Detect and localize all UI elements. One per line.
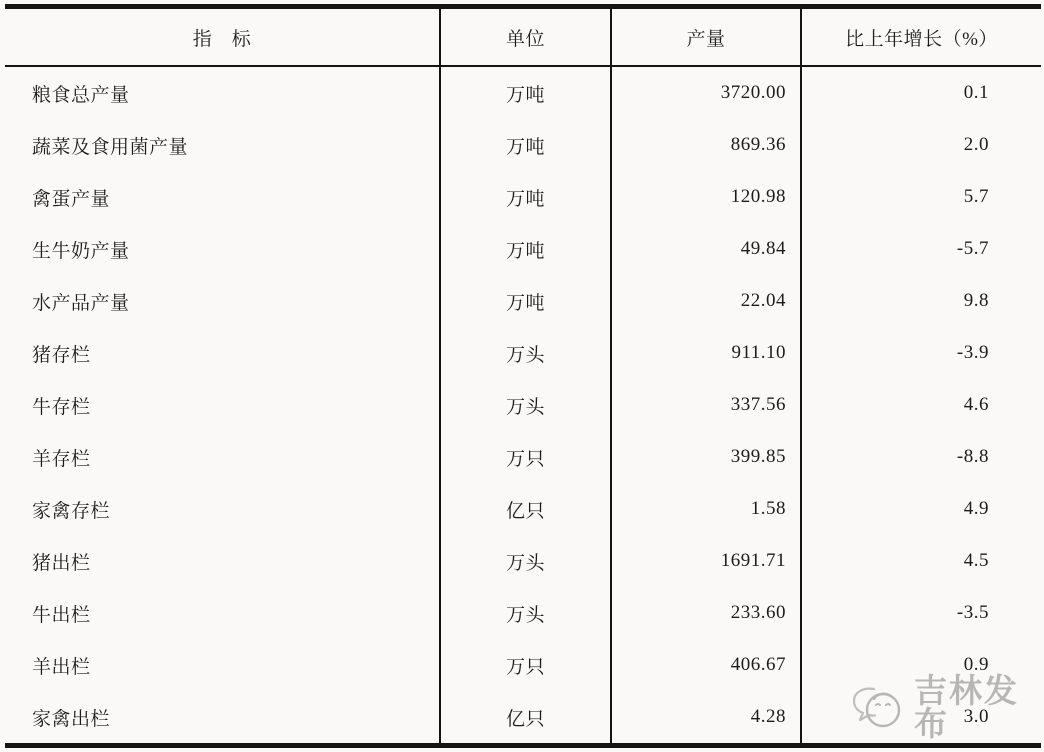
cell-output: 406.67 [612, 639, 802, 691]
table-row [5, 483, 1041, 535]
cell-output: 120.98 [612, 171, 802, 223]
col-header-unit: 单位 [441, 9, 612, 65]
table-row [5, 327, 1041, 379]
cell-indicator: 猪存栏 [5, 327, 441, 379]
cell-output: 337.56 [612, 379, 802, 431]
cell-indicator: 禽蛋产量 [5, 171, 441, 223]
cell-growth: -8.8 [956, 446, 989, 467]
cell-growth: 4.6 [963, 394, 989, 415]
cell-indicator: 蔬菜及食用菌产量 [5, 119, 441, 171]
cell-unit: 亿只 [441, 483, 612, 535]
cell-unit: 万吨 [441, 275, 612, 327]
cell-indicator: 家禽存栏 [5, 483, 441, 535]
col-header-output: 产量 [612, 9, 802, 65]
cell-growth: 3.0 [963, 706, 989, 727]
cell-unit: 万吨 [441, 223, 612, 275]
cell-indicator: 猪出栏 [5, 535, 441, 587]
cell-indicator: 水产品产量 [5, 275, 441, 327]
cell-unit: 万头 [441, 327, 612, 379]
col-header-growth: 比上年增长（%） [845, 28, 998, 50]
cell-output: 911.10 [612, 327, 802, 379]
table-row [5, 691, 1041, 743]
cell-indicator: 羊存栏 [5, 431, 441, 483]
cell-growth: 0.9 [963, 654, 989, 675]
cell-growth: 4.5 [963, 550, 989, 571]
table-body [5, 67, 1041, 743]
table-row [5, 275, 1041, 327]
cell-indicator: 家禽出栏 [5, 691, 441, 743]
cell-growth: -5.7 [956, 238, 989, 259]
cell-output: 49.84 [612, 223, 802, 275]
cell-growth: 5.7 [963, 186, 989, 207]
cell-indicator: 牛出栏 [5, 587, 441, 639]
cell-indicator: 生牛奶产量 [5, 223, 441, 275]
cell-indicator: 羊出栏 [5, 639, 441, 691]
table-row [5, 223, 1041, 275]
table-row [5, 171, 1041, 223]
table-row [5, 119, 1041, 171]
table-row [5, 639, 1041, 691]
cell-unit: 万头 [441, 587, 612, 639]
cell-growth: -3.9 [956, 342, 989, 363]
cell-unit: 万只 [441, 639, 612, 691]
table-row [5, 67, 1041, 119]
cell-indicator: 粮食总产量 [5, 67, 441, 119]
table-row [5, 587, 1041, 639]
stats-table [5, 4, 1041, 748]
cell-output: 869.36 [612, 119, 802, 171]
cell-unit: 万只 [441, 431, 612, 483]
col-header-indicator: 指 标 [5, 9, 441, 65]
watermark-text: 吉林发布 [914, 674, 1019, 743]
cell-unit: 万吨 [441, 171, 612, 223]
cell-unit: 万吨 [441, 119, 612, 171]
table-row [5, 379, 1041, 431]
cell-unit: 万头 [441, 535, 612, 587]
cell-indicator: 牛存栏 [5, 379, 441, 431]
cell-unit: 万吨 [441, 67, 612, 119]
cell-unit: 亿只 [441, 691, 612, 743]
table-row [5, 431, 1041, 483]
cell-growth: 0.1 [963, 82, 989, 103]
cell-output: 3720.00 [612, 67, 802, 119]
table-header-row [5, 9, 1041, 67]
cell-growth: 2.0 [963, 134, 989, 155]
cell-output: 399.85 [612, 431, 802, 483]
cell-output: 1.58 [612, 483, 802, 535]
cell-output: 1691.71 [612, 535, 802, 587]
cell-output: 4.28 [612, 691, 802, 743]
cell-growth: -3.5 [956, 602, 989, 623]
cell-output: 22.04 [612, 275, 802, 327]
table-row [5, 535, 1041, 587]
cell-growth: 4.9 [963, 498, 989, 519]
cell-output: 233.60 [612, 587, 802, 639]
cell-growth: 9.8 [963, 290, 989, 311]
cell-unit: 万头 [441, 379, 612, 431]
